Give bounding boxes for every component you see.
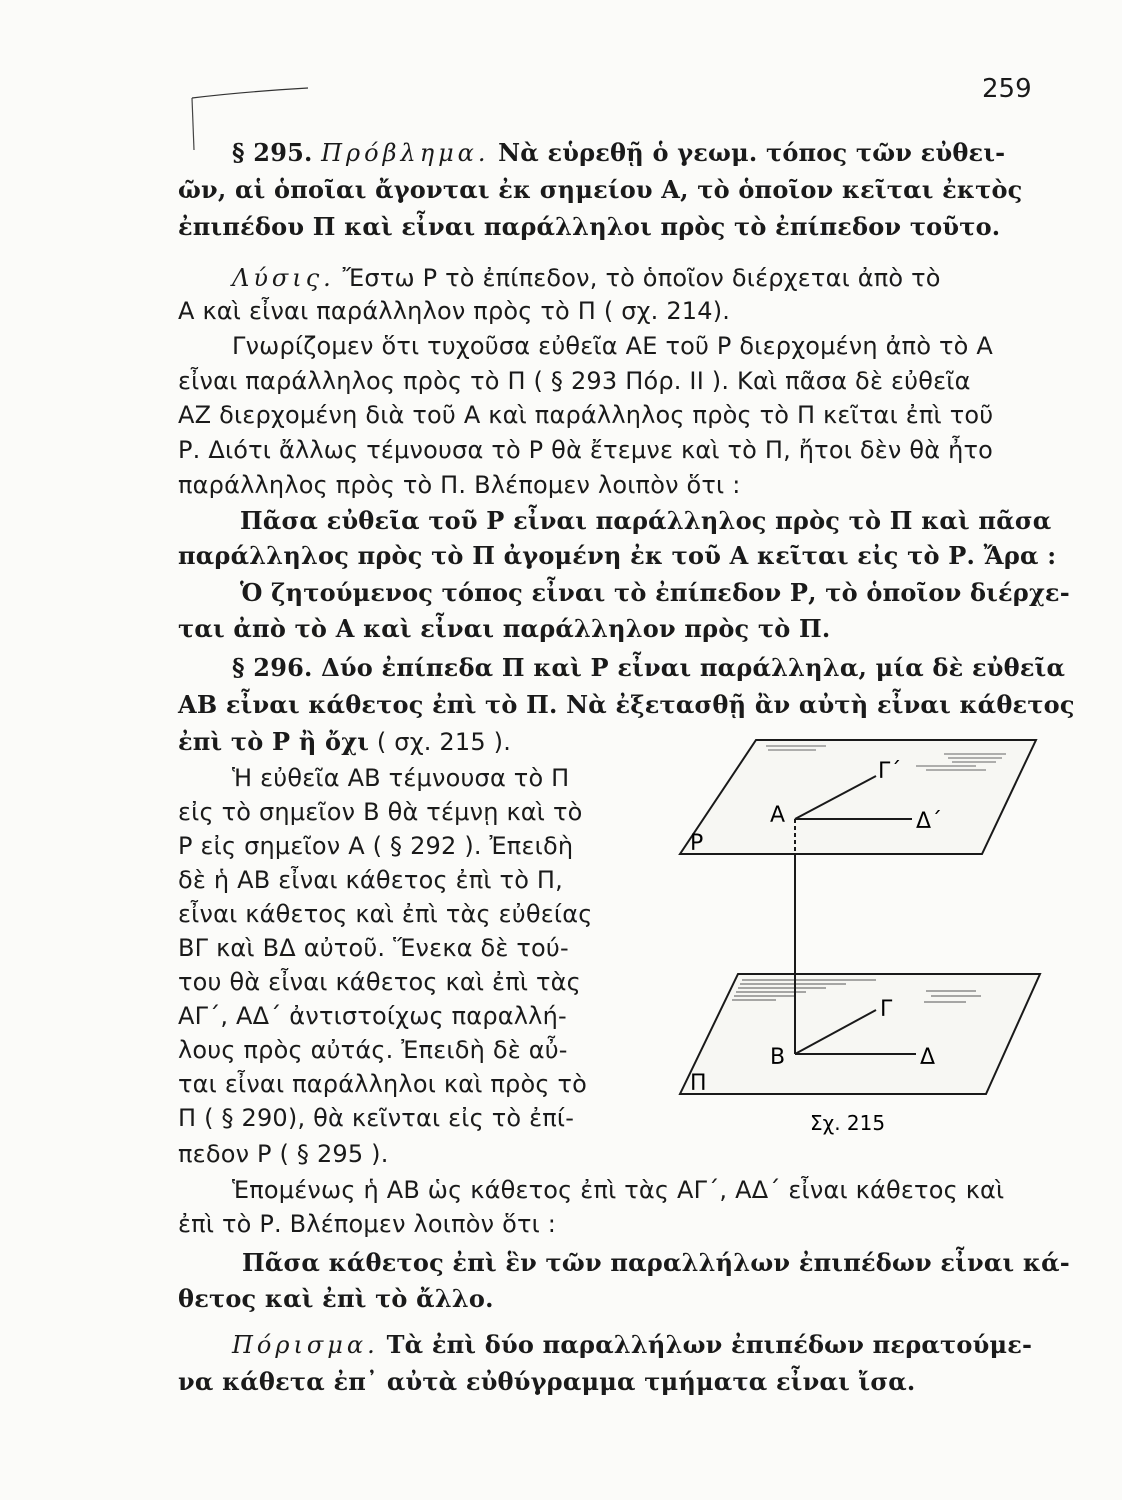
figure-215	[676, 736, 1056, 1136]
solution-line-4: εἶναι παράλληλος πρὸς τὸ Π ( § 293 Πόρ. ΙΙ ). Καὶ πᾶσα δὲ εὐθεῖα	[178, 367, 971, 395]
corollary-first: Τὰ ἐπὶ δύο παραλλήλων ἐπιπέδων περατούμε-	[386, 1330, 1033, 1359]
upper-plane	[680, 740, 1036, 854]
proof-line-1: Ἡ εὐθεῖα ΑΒ τέμνουσα τὸ Π	[232, 764, 570, 792]
figure-caption: Σχ. 215	[810, 1111, 886, 1135]
proof-line-7: του θὰ εἶναι κάθετος καὶ ἐπὶ τὰς	[178, 968, 581, 996]
proof-line-3: Ρ εἰς σημεῖον Α ( § 292 ). Ἐπειδὴ	[178, 832, 574, 860]
solution-line-5: ΑΖ διερχομένη διὰ τοῦ Α καὶ παράλληλος πρὸς τὸ Π κεῖται ἐπὶ τοῦ	[178, 401, 994, 429]
proof-line-5: εἶναι κάθετος καὶ ἐπὶ τὰς εὐθείας	[178, 900, 593, 928]
label-delta: Δ	[920, 1045, 936, 1070]
solution-line-3: Γνωρίζομεν ὅτι τυχοῦσα εὐθεῖα ΑΕ τοῦ Ρ διερχομένη ἀπὸ τὸ Α	[232, 332, 994, 360]
label-gamma: Γ	[880, 997, 893, 1022]
label-delta-prime: Δ΄	[916, 809, 943, 834]
conclusion-1-line-2	[178, 541, 1056, 571]
conclusion-1-text: παράλληλος πρὸς τὸ Π ἀγομένη ἐκ τοῦ Α κεῖται εἰς τὸ Ρ.	[178, 541, 976, 570]
solution-first: Ἔστω Ρ τὸ ἐπίπεδον, τὸ ὁποῖον διέρχεται ἀπὸ τὸ	[342, 264, 941, 292]
section-295-number: § 295.	[232, 138, 313, 167]
label-point-a: Α	[770, 803, 786, 828]
label-upper-plane: Ρ	[690, 831, 704, 856]
page-number: 259	[982, 74, 1032, 104]
solution-line-2: Α καὶ εἶναι παράλληλον πρὸς τὸ Π ( σχ. 214).	[178, 297, 731, 325]
section-295-line-1	[232, 138, 1005, 168]
label-lower-plane: Π	[690, 1071, 707, 1096]
solution-line-6: Ρ. Διότι ἄλλως τέμνουσα τὸ Ρ θὰ ἔτεμνε καὶ τὸ Π, ἤτοι δὲν θὰ ἦτο	[178, 436, 994, 464]
ara-label: Ἄρα :	[983, 541, 1057, 570]
proof-line-4: δὲ ἡ ΑΒ εἶναι κάθετος ἐπὶ τὸ Π,	[178, 866, 563, 894]
proof-line-8: ΑΓ΄, ΑΔ΄ ἀντιστοίχως παραλλή-	[178, 1002, 567, 1030]
corollary-line-2: να κάθετα ἐπ᾽ αὐτὰ εὐθύγραμμα τμήματα εἶναι ἴσα.	[178, 1367, 916, 1396]
section-296-statement-1: § 296. Δύο ἐπίπεδα Π καὶ Ρ εἶναι παράλληλα, μία δὲ εὐθεῖα	[232, 653, 1066, 682]
solution-line-1	[232, 263, 941, 293]
proof-line-2: εἰς τὸ σημεῖον Β θὰ τέμνῃ καὶ τὸ	[178, 798, 583, 826]
conclusion-1-line-1: Πᾶσα εὐθεῖα τοῦ Ρ εἶναι παράλληλος πρὸς τὸ Π καὶ πᾶσα	[240, 506, 1052, 535]
section-295-statement-1: Νὰ εὑρεθῇ ὁ γεωμ. τόπος τῶν εὐθει-	[498, 138, 1006, 167]
lower-plane	[680, 974, 1040, 1094]
proof-line-9: λους πρὸς αὐτάς. Ἐπειδὴ δὲ αὖ-	[178, 1036, 568, 1064]
proof-line-11: Π ( § 290), θὰ κεῖνται εἰς τὸ ἐπί-	[178, 1104, 575, 1132]
section-295-label: Πρόβλημα.	[321, 139, 490, 167]
label-point-b: Β	[770, 1045, 786, 1070]
section-296-statement-2: ΑΒ εἶναι κάθετος ἐπὶ τὸ Π. Νὰ ἐξετασθῇ ἂν αὐτὴ εἶναι κάθετος	[178, 690, 1075, 719]
proof-line-10: ται εἶναι παράλληλοι καὶ πρὸς τὸ	[178, 1070, 587, 1098]
solution-line-7: παράλληλος πρὸς τὸ Π. Βλέπομεν λοιπὸν ὅτι :	[178, 471, 741, 499]
after-line-1: Ἑπομένως ἡ ΑΒ ὡς κάθετος ἐπὶ τὰς ΑΓ΄, ΑΔ΄ εἶναι κάθετος καὶ	[232, 1176, 1005, 1204]
section-296-statement-last: ἐπὶ τὸ Ρ ἢ ὄχι	[178, 727, 370, 756]
after-line-2: ἐπὶ τὸ Ρ. Βλέπομεν λοιπὸν ὅτι :	[178, 1210, 557, 1238]
corollary-line-1	[232, 1330, 1032, 1360]
label-gamma-prime: Γ΄	[878, 759, 902, 784]
proof-line-12: πεδον Ρ ( § 295 ).	[178, 1140, 389, 1168]
conclusion-2-line-2: ται ἀπὸ τὸ Α καὶ εἶναι παράλληλον πρὸς τὸ Π.	[178, 614, 831, 643]
corollary-label: Πόρισμα.	[232, 1331, 379, 1359]
solution-label: Λύσις.	[232, 264, 335, 292]
section-295-statement-3: ἐπιπέδου Π καὶ εἶναι παράλληλοι πρὸς τὸ ἐπίπεδον τοῦτο.	[178, 212, 1001, 241]
section-295-statement-2: ῶν, αἱ ὁποῖαι ἄγονται ἐκ σημείου Α, τὸ ὁποῖον κεῖται ἐκτὸς	[178, 175, 1023, 204]
conclusion-2-line-1: Ὁ ζητούμενος τόπος εἶναι τὸ ἐπίπεδον Ρ, τὸ ὁποῖον διέρχε-	[240, 578, 1070, 607]
conclusion-296-line-1: Πᾶσα κάθετος ἐπὶ ἓν τῶν παραλλήλων ἐπιπέδων εἶναι κά-	[242, 1248, 1070, 1277]
section-296-figure-ref: ( σχ. 215 ).	[376, 728, 512, 756]
proof-line-6: ΒΓ καὶ ΒΔ αὐτοῦ. Ἕνεκα δὲ τού-	[178, 934, 569, 962]
section-296-statement-3	[178, 727, 511, 757]
conclusion-296-line-2: θετος καὶ ἐπὶ τὸ ἄλλο.	[178, 1284, 494, 1313]
